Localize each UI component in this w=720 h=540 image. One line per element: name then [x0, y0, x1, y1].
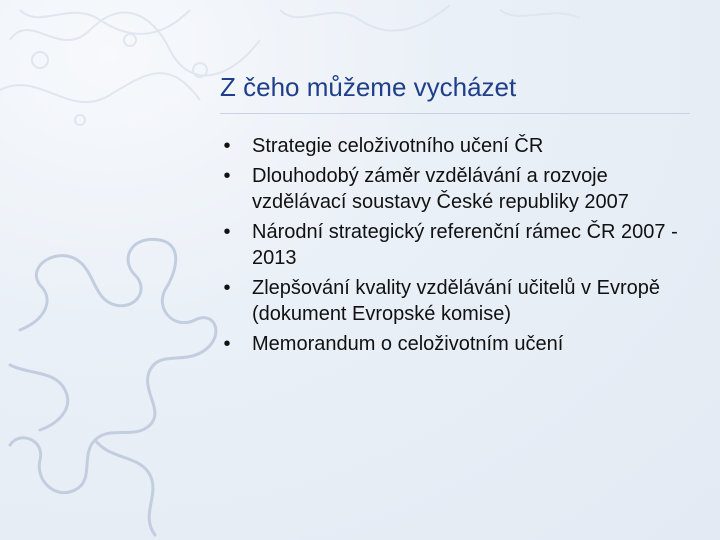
- bullet-text: Dlouhodobý záměr vzdělávání a rozvoje vzdělávací soustavy České republiky 2007: [252, 165, 629, 213]
- bullet-text: Memorandum o celoživotním učení: [252, 333, 564, 355]
- bullet-marker: •: [223, 333, 231, 355]
- list-item: [215, 133, 695, 159]
- list-item: [215, 331, 695, 357]
- list-item: [215, 163, 695, 215]
- bullet-text: Zlepšování kvality vzdělávání učitelů v Evropě (dokument Evropské komise): [252, 277, 660, 325]
- bullet-marker: •: [223, 221, 231, 243]
- bullet-text: Strategie celoživotního učení ČR: [252, 135, 544, 157]
- title-divider: [220, 113, 690, 114]
- bullet-marker: •: [223, 277, 231, 299]
- bullet-marker: •: [223, 135, 231, 157]
- list-item: [215, 219, 695, 271]
- list-item: [215, 275, 695, 327]
- bullet-marker: •: [223, 165, 231, 187]
- slide-title: Z čeho můžeme vycházet: [220, 72, 517, 102]
- bullet-list: [215, 133, 695, 361]
- bullet-text: Národní strategický referenční rámec ČR 2007 - 2013: [252, 221, 678, 269]
